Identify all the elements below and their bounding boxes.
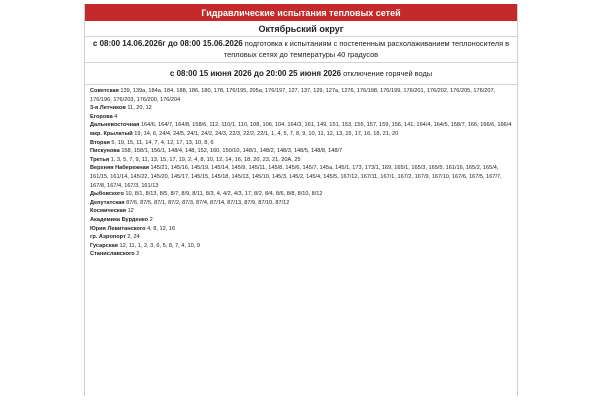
address-line xyxy=(90,130,512,139)
address-line xyxy=(90,121,512,130)
house-numbers: 1, 3, 5, 7, 9, 11, 13, 15, 17, 19, 2, 4, 8, 10, 12, 14, 16, 18, 20, 23, 21, 20А, 25 xyxy=(109,156,301,163)
house-numbers: 164/6, 164/7, 164/8, 158/6, 112, 110/1, 110, 108, 106, 104, 164/3, 161, 149, 151, 153, 155, 157, 159, 156, 141, 164/4, 164/5, 158/7, 166, 166/6, 166/4 xyxy=(139,122,512,129)
street-name: Третья xyxy=(90,156,110,163)
address-line xyxy=(90,242,512,251)
street-name: Космическая xyxy=(90,208,127,215)
announcement-sheet xyxy=(84,4,518,396)
address-line xyxy=(90,87,512,104)
house-numbers: 4, 8, 12, 16 xyxy=(145,225,176,232)
street-name: Юрия Левитанского xyxy=(90,225,146,232)
notice-preparation-dates: с 08:00 14.06.2026г до 08:00 15.06.2026 xyxy=(92,39,243,48)
house-numbers: 4 xyxy=(112,113,118,120)
address-line xyxy=(90,139,512,148)
street-name: Егорова xyxy=(90,113,113,120)
notice-hot-water-off xyxy=(85,63,517,85)
street-name: Верхняя Набережная xyxy=(90,165,149,172)
house-numbers: 19, 14, 6, 24/4, 24/5, 24/1, 24/2, 24/3, 22/3, 22/2, 22/1, 1, 4, 5, 7, 8, 9, 10, 11, 12, 13, 15, 17, 16, 18, 21, 20 xyxy=(132,130,399,137)
header-banner xyxy=(85,4,517,21)
house-numbers: 145/21, 145/16, 145/19, 145/14, 145/9, 145/11, 145/8, 145/6, 145/7, 145а, 145/1, 173, 173/1, 169, 165/1, 165/3, 165/5, 161/16, 165/2, 165/4, 161/15, 161/14, 145/22, 145/20, 145/17, 145/15, 145/18, 145/13, 145/10, 145/3, 145/2, 145/4, 145/5, 167/12, 167/11, 167/1, 167/2, 167/9, 167/10, 167/6, 167/5, 167/7, 167/8, 167/4, 167/3, 161/13 xyxy=(90,165,502,189)
street-name: гр. Аэропорт xyxy=(90,234,126,241)
street-name: Гусарская xyxy=(90,242,118,249)
address-line xyxy=(90,190,512,199)
address-line xyxy=(90,225,512,234)
house-numbers: 2 xyxy=(148,216,153,223)
house-numbers: 87/6, 87/5, 87/1, 87/2, 87/3, 87/4, 87/14, 87/13, 87/9, 87/10, 87/12 xyxy=(124,199,290,206)
address-line xyxy=(90,207,512,216)
address-line xyxy=(90,104,512,113)
address-line xyxy=(90,233,512,242)
house-numbers: 139, 139а, 184а, 184, 188, 186, 180, 178, 176/195, 205а, 176/197, 127, 137, 129, 127а, 1276, 176/198, 176/199, 176/201, 176/202, 176/205, 176/207, 176/196, 176/203, 176/200, 176/204 xyxy=(90,88,496,103)
header-title: Гидравлические испытания тепловых сетей xyxy=(201,7,401,18)
house-numbers: 11, 20, 12 xyxy=(125,105,152,112)
address-line xyxy=(90,156,512,165)
notice-hot-water-off-dates: с 08:00 15 июня 2026 до 20:00 25 июня 2026 xyxy=(169,69,342,78)
address-line xyxy=(90,113,512,122)
house-numbers: 2, 24 xyxy=(125,234,140,241)
notice-hot-water-off-text: отключение горячей воды xyxy=(341,69,433,78)
house-numbers: 12, 11, 1, 2, 3, 6, 5, 8, 7, 4, 10, 9 xyxy=(117,242,200,249)
house-numbers: 12 xyxy=(126,208,134,215)
address-line xyxy=(90,199,512,208)
address-list xyxy=(85,85,517,259)
house-numbers: 5, 19, 15, 11, 14, 7, 4, 12, 17, 13, 10, 8, 6 xyxy=(109,139,214,146)
notice-preparation xyxy=(85,37,517,63)
street-name: Вторая xyxy=(90,139,110,146)
street-name: Депутатская xyxy=(90,199,125,206)
street-name: Советская xyxy=(90,88,119,94)
house-numbers: 2 xyxy=(134,251,140,258)
address-line xyxy=(90,250,512,259)
street-name: Дыбовского xyxy=(90,191,124,198)
house-numbers: 158, 158/1, 156/1, 148/4, 148, 152, 160, 150/10, 148/1, 148/2, 148/3, 148/5, 148/8, 148/7 xyxy=(119,148,343,155)
street-name: Станиславского xyxy=(90,251,135,258)
street-name: Дальневосточная xyxy=(90,122,140,129)
street-name: Академика Бурденко xyxy=(90,216,149,223)
street-name: мкр. Крылатый xyxy=(90,130,133,137)
street-name: 3-я Летчиков xyxy=(90,105,126,112)
house-numbers: 10, 8/1, 8/13, 8/5, 8/7, 8/9, 8/11, 8/3, 4, 4/2, 4/3, 17, 8/2, 8/4, 8/6, 8/8, 8/10, 8/12 xyxy=(123,191,323,198)
address-line xyxy=(90,164,512,190)
notice-preparation-text: подготовка к испытаниям с постепенным расхолаживанием теплоносителя в тепловых сетях до температуры 40 градусов xyxy=(223,39,510,59)
address-line xyxy=(90,216,512,225)
street-name: Пискунова xyxy=(90,148,120,155)
district-title: Октябрьский округ xyxy=(85,21,517,37)
address-line xyxy=(90,147,512,156)
